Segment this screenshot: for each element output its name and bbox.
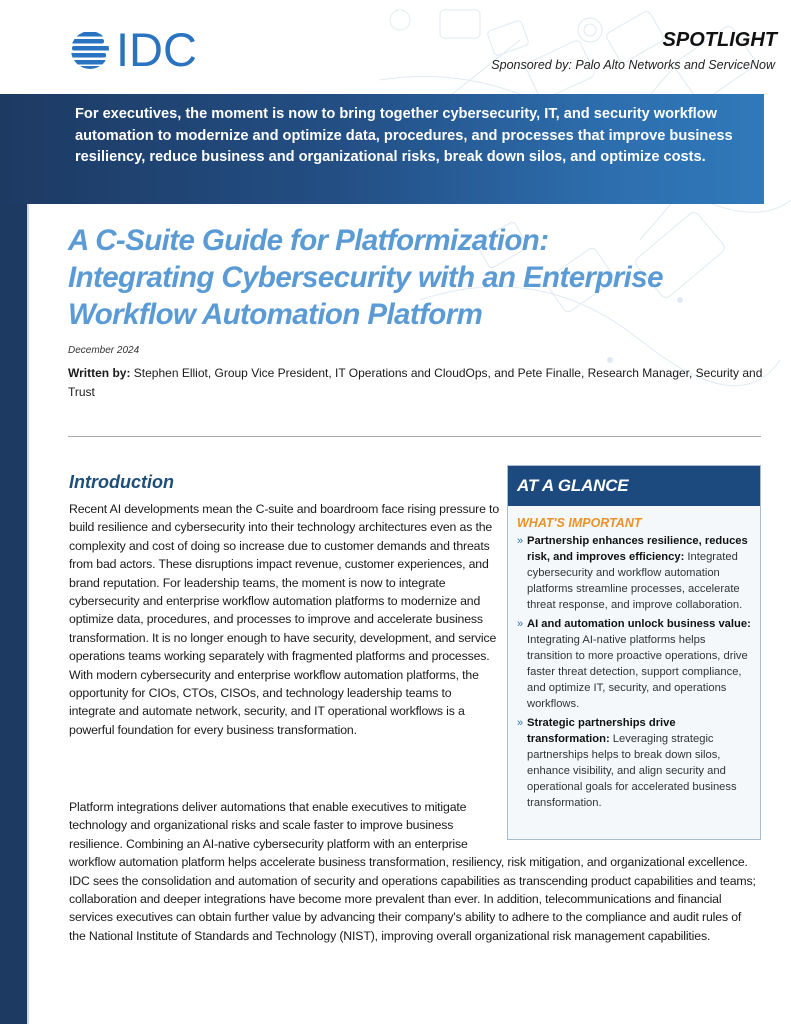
logo-wordmark: IDC: [116, 23, 197, 76]
executive-summary-text: For executives, the moment is now to bring together cybersecurity, IT, and security workflow automation to modernize and optimize data, procedures, and processes that improve business resiliency, reduce business and organizational risks, break down silos, and optimize costs.: [75, 106, 733, 165]
byline-authors: Stephen Elliot, Group Vice President, IT Operations and CloudOps, and Pete Finalle, Research Manager, Security and Trust: [68, 366, 763, 399]
glance-item-lead: Partnership enhances resilience, reduces risk, and improves efficiency:: [527, 535, 748, 563]
glance-list-item: [517, 616, 752, 712]
glance-item-lead: Strategic partnerships drive transformation:: [527, 717, 676, 745]
striped-globe-icon: [70, 30, 110, 70]
chevron-bullet-icon: »: [517, 618, 524, 630]
idc-logo: [70, 23, 197, 76]
introduction-paragraph-1: Recent AI developments mean the C-suite and boardroom face rising pressure to build resilience and cybersecurity into their technology architectures even as the complexity and cost of doing so increase due to customer demands and threats from bad actors. These disruptions impact revenue, customer experiences, and brand reputation. For leadership teams, the moment is now to integrate cybersecurity and enterprise workflow automation platforms to modernize and optimize data, procedures, and processes to improve and accelerate business transformation. It is no longer enough to have security, development, and service operations teams working separately with fragmented platforms and processes. With modern cybersecurity and enterprise workflow automation platforms, the opportunity for CIOs, CTOs, CISOs, and technology leadership teams to integrate and automate network, security, and IT operational workflows is a powerful foundation for every business transformation.: [69, 502, 500, 737]
title-line-3: Workflow Automation Platform: [68, 298, 483, 331]
document-title: [68, 222, 768, 333]
glance-item-lead: AI and automation unlock business value:: [527, 618, 751, 630]
glance-item-text: Leveraging strategic partnerships helps to break down silos, enhance visibility, and align security and operational goals for accelerated business transformation.: [527, 733, 737, 809]
document-type-label: SPOTLIGHT: [662, 29, 777, 51]
whats-important-heading: WHAT'S IMPORTANT: [517, 516, 642, 530]
title-line-2: Integrating Cybersecurity with an Enterprise: [68, 261, 663, 294]
glance-item-text: Integrating AI-native platforms helps transition to more proactive operations, drive faster threat detection, support compliance, and optimize IT, security, and operations workflows.: [527, 634, 748, 710]
left-accent-edge: [27, 204, 29, 1024]
glance-list-item: [517, 715, 752, 811]
glance-list-item: [517, 533, 752, 613]
sponsor-line: Sponsored by: Palo Alto Networks and ServiceNow: [491, 58, 775, 72]
at-a-glance-header: [508, 466, 760, 506]
chevron-bullet-icon: »: [517, 717, 524, 729]
at-a-glance-body: [508, 506, 760, 811]
byline: [68, 364, 768, 402]
glance-item-text: Integrated cybersecurity and workflow automation platforms streamline processes, accelerate threat response, and improve collaboration.: [527, 551, 743, 611]
chevron-bullet-icon: »: [517, 535, 524, 547]
publication-date: December 2024: [68, 345, 140, 356]
title-line-1: A C-Suite Guide for Platformization:: [68, 224, 549, 257]
byline-label: Written by:: [68, 366, 131, 380]
at-a-glance-title: AT A GLANCE: [517, 476, 629, 495]
introduction-paragraph-2: Platform integrations deliver automations that enable executives to mitigate technology and organizational risks and scale faster to improve business resilience. Combining an AI-native cybersecurity platform with an enterprise workflow automation platform helps accelerate business transformation, resiliency, risk mitigation, and organizational excellence. IDC sees the consolidation and automation of security and operations capabilities as transcending product capabilities and teams; collaboration and deeper integrations have become more prevalent than ever. In addition, telecommunications and financial services executives can obtain further value by advancing their company's ability to adhere to the compliance and audit rules of the National Institute of Standards and Technology (NIST), improving overall organizational risk management capabilities.: [69, 800, 756, 943]
at-a-glance-box: [507, 465, 761, 840]
left-accent-bar: [0, 94, 27, 1024]
section-divider: [68, 436, 761, 437]
introduction-heading: Introduction: [69, 472, 174, 492]
